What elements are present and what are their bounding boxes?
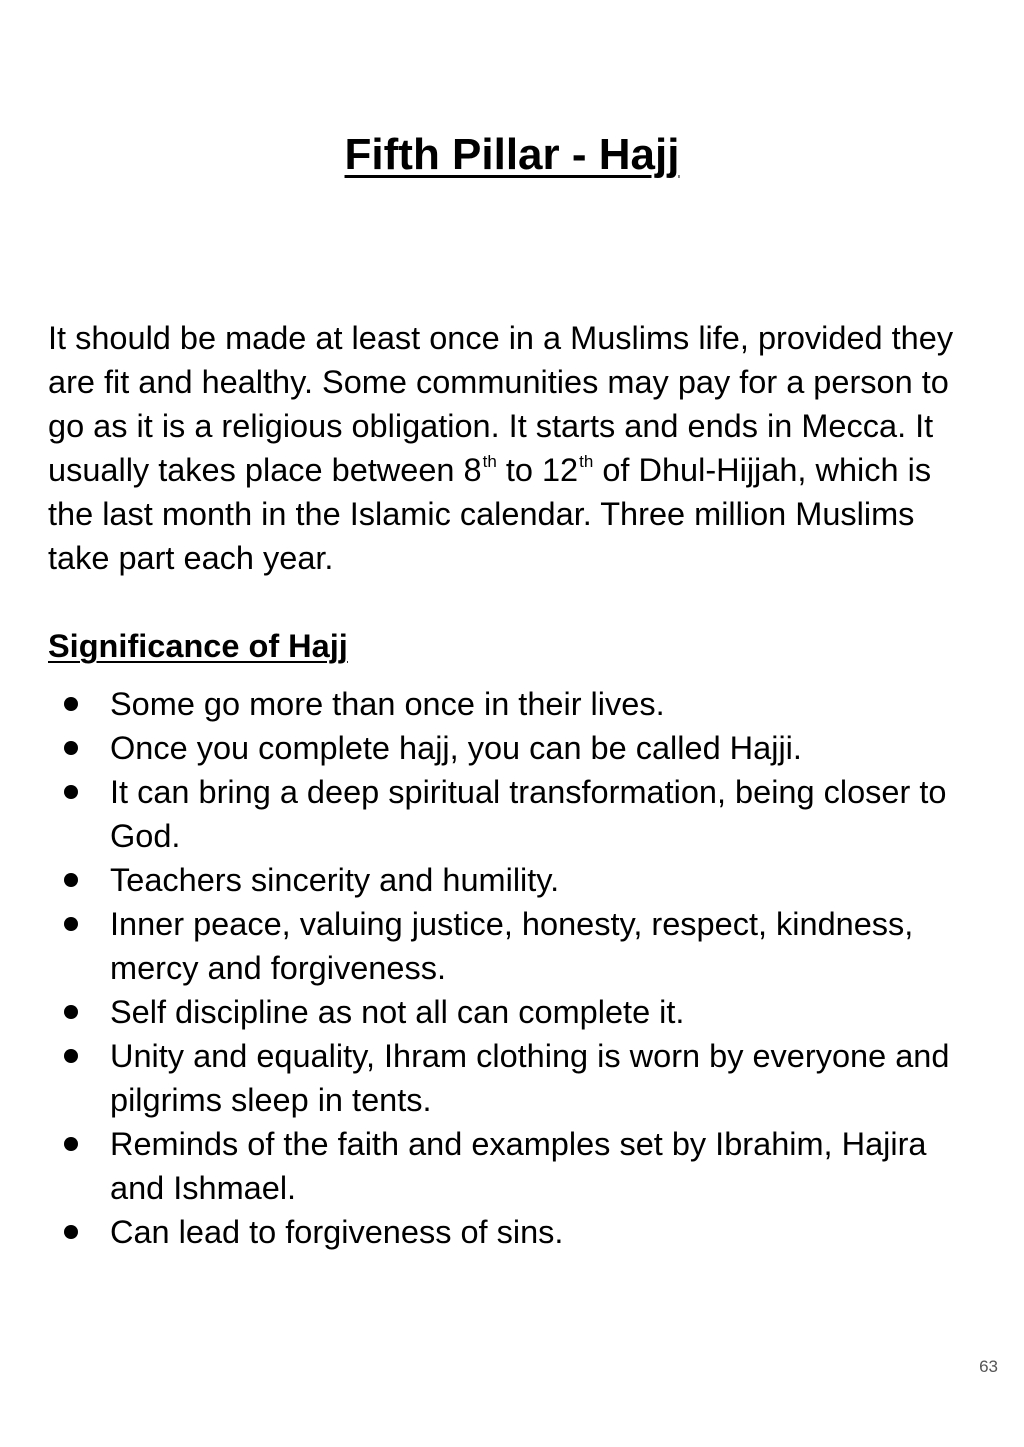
list-item-text: Self discipline as not all can complete it.: [110, 994, 685, 1030]
ordinal-suffix: th: [579, 452, 594, 472]
bullet-icon: [64, 697, 78, 711]
list-item: [0, 1122, 980, 1210]
list-item: [0, 726, 980, 770]
bullet-icon: [64, 785, 78, 799]
list-item-text: Unity and equality, Ihram clothing is worn by everyone and pilgrims sleep in tents.: [110, 1038, 950, 1118]
list-item: [0, 1210, 980, 1254]
list-item-text: Inner peace, valuing justice, honesty, respect, kindness, mercy and forgiveness.: [110, 906, 914, 986]
list-item-text: Teachers sincerity and humility.: [110, 862, 560, 898]
page-title-text: Fifth Pillar - Hajj: [344, 130, 680, 179]
bullet-icon: [64, 1005, 78, 1019]
section-heading-text: Significance of Hajj: [48, 628, 348, 664]
intro-text-part1: It should be made at least once in a Muslims life, provided they are fit and healthy. Some communities may pay for a person to go as it is a religious obligation. It starts and ends in Mecca. It usually takes place between 8: [48, 320, 954, 488]
bullet-icon: [64, 1049, 78, 1063]
intro-paragraph: [48, 316, 978, 580]
list-item: [0, 770, 980, 858]
ordinal-suffix: th: [482, 452, 497, 472]
list-item: [0, 1034, 980, 1122]
list-item-text: Some go more than once in their lives.: [110, 686, 665, 722]
intro-text-part2: to 12: [496, 452, 579, 488]
intro-text-part3: of Dhul-Hijjah, which is the last month in the Islamic calendar. Three million Muslims take part each year.: [48, 452, 932, 576]
list-item: [0, 682, 980, 726]
list-item: [0, 902, 980, 990]
bullet-icon: [64, 873, 78, 887]
list-item-text: It can bring a deep spiritual transformation, being closer to God.: [110, 774, 947, 854]
page-number: 63: [979, 1357, 998, 1376]
significance-list: [0, 682, 1000, 1254]
list-item: [0, 990, 980, 1034]
section-heading: [48, 624, 348, 668]
list-item-text: Can lead to forgiveness of sins.: [110, 1214, 564, 1250]
list-item-text: Reminds of the faith and examples set by Ibrahim, Hajira and Ishmael.: [110, 1126, 927, 1206]
bullet-icon: [64, 917, 78, 931]
bullet-icon: [64, 1137, 78, 1151]
bullet-icon: [64, 1225, 78, 1239]
list-item: [0, 858, 980, 902]
bullet-icon: [64, 741, 78, 755]
page-title: [0, 128, 1024, 182]
list-item-text: Once you complete hajj, you can be called Hajji.: [110, 730, 802, 766]
